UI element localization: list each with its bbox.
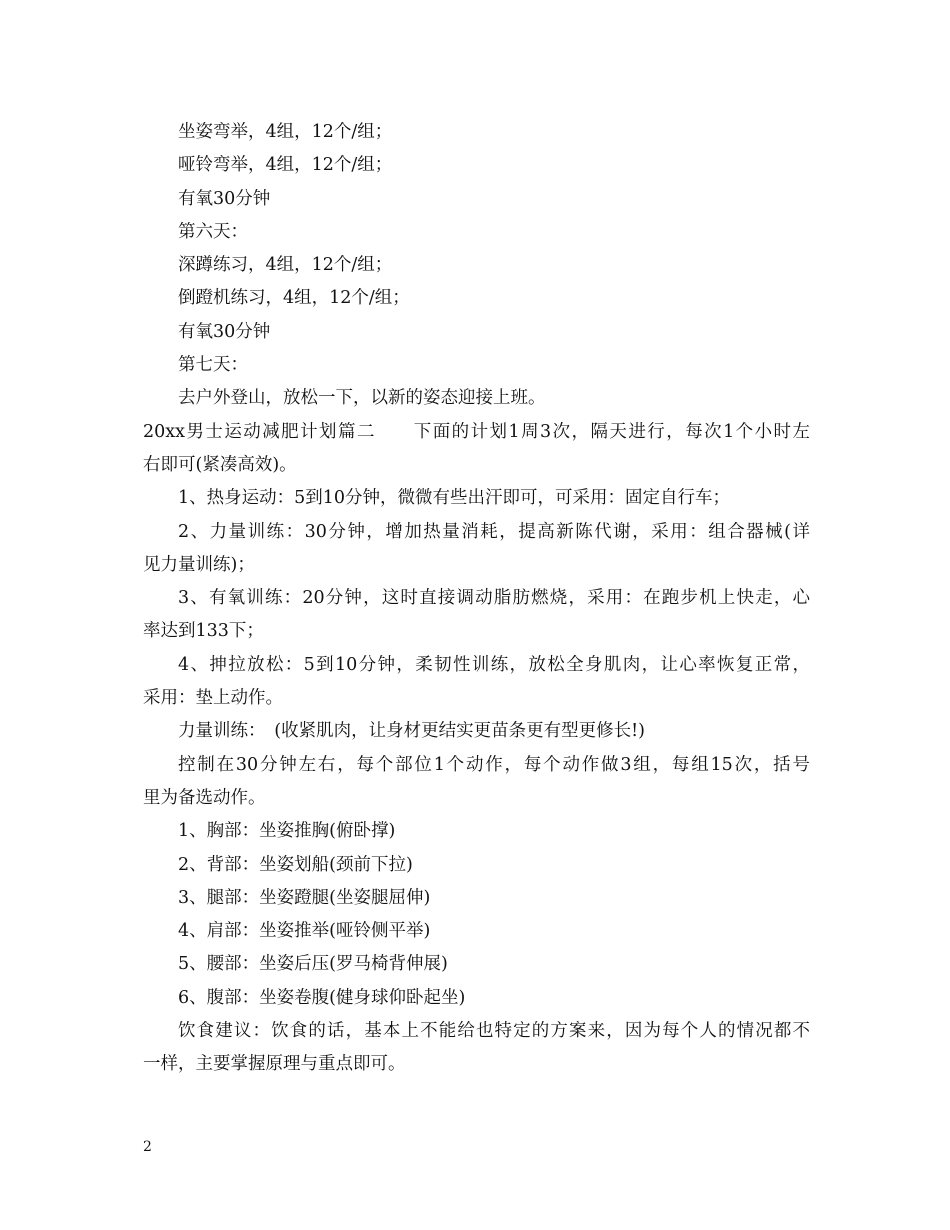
text-line: 坐姿弯举，4组，12个/组； [178, 122, 393, 142]
section-heading-day-seven: 第七天： [178, 355, 248, 376]
list-item: 4、抻拉放松：5到10分钟，柔韧性训练，放松全身肌肉，让心率恢复正常， [178, 654, 810, 675]
paragraph-line: 控制在30分钟左右，每个部位1个动作，每个动作做3组，每组15次，括号 [178, 754, 810, 775]
list-item: 5、腰部：坐姿后压(罗马椅背伸展) [178, 954, 448, 975]
text-line: 倒蹬机练习，4组，12个/组； [178, 288, 410, 309]
text-line: 一样，主要掌握原理与重点即可。 [143, 1054, 406, 1075]
page-number: 2 [143, 1139, 152, 1155]
text-line: 有氧30分钟 [178, 321, 271, 342]
paragraph-line: 饮食建议：饮食的话，基本上不能给也特定的方案来，因为每个人的情况都不 [178, 1021, 810, 1042]
list-item: 3、腿部：坐姿蹬腿(坐姿腿屈伸) [178, 887, 431, 908]
section-heading-strength: 力量训练： (收紧肌肉，让身材更结实更苗条更有型更修长!) [178, 721, 645, 742]
section-heading-day-six: 第六天： [178, 221, 248, 242]
list-item: 1、热身运动：5到10分钟，微微有些出汗即可，可采用：固定自行车； [178, 488, 731, 509]
text-line: 右即可(紧凑高效)。 [143, 454, 297, 475]
document-body [143, 116, 810, 1082]
article-heading-line: 20xx男士运动减肥计划篇二 下面的计划1周3次，隔天进行，每次1个小时左 [143, 421, 810, 442]
list-item: 3、有氧训练：20分钟，这时直接调动脂肪燃烧，采用：在跑步机上快走，心 [178, 588, 810, 609]
text-line: 见力量训练)； [143, 554, 255, 575]
text-line: 里为备选动作。 [143, 787, 266, 808]
list-item: 1、胸部：坐姿推胸(俯卧撑) [178, 821, 396, 842]
text-line: 有氧30分钟 [178, 188, 271, 209]
list-item: 4、肩部：坐姿推举(哑铃侧平举) [178, 921, 431, 942]
list-item: 2、背部：坐姿划船(颈前下拉) [178, 854, 413, 875]
text-line: 深蹲练习，4组，12个/组； [178, 255, 393, 276]
text-line: 去户外登山，放松一下，以新的姿态迎接上班。 [178, 388, 546, 409]
text-line: 率达到133下； [143, 621, 264, 642]
text-line: 哑铃弯举，4组，12个/组； [178, 155, 393, 176]
list-item: 6、腹部：坐姿卷腹(健身球仰卧起坐) [178, 987, 466, 1008]
text-line: 采用：垫上动作。 [143, 688, 283, 709]
list-item: 2、力量训练：30分钟，增加热量消耗，提高新陈代谢，采用：组合器械(详 [178, 521, 810, 542]
